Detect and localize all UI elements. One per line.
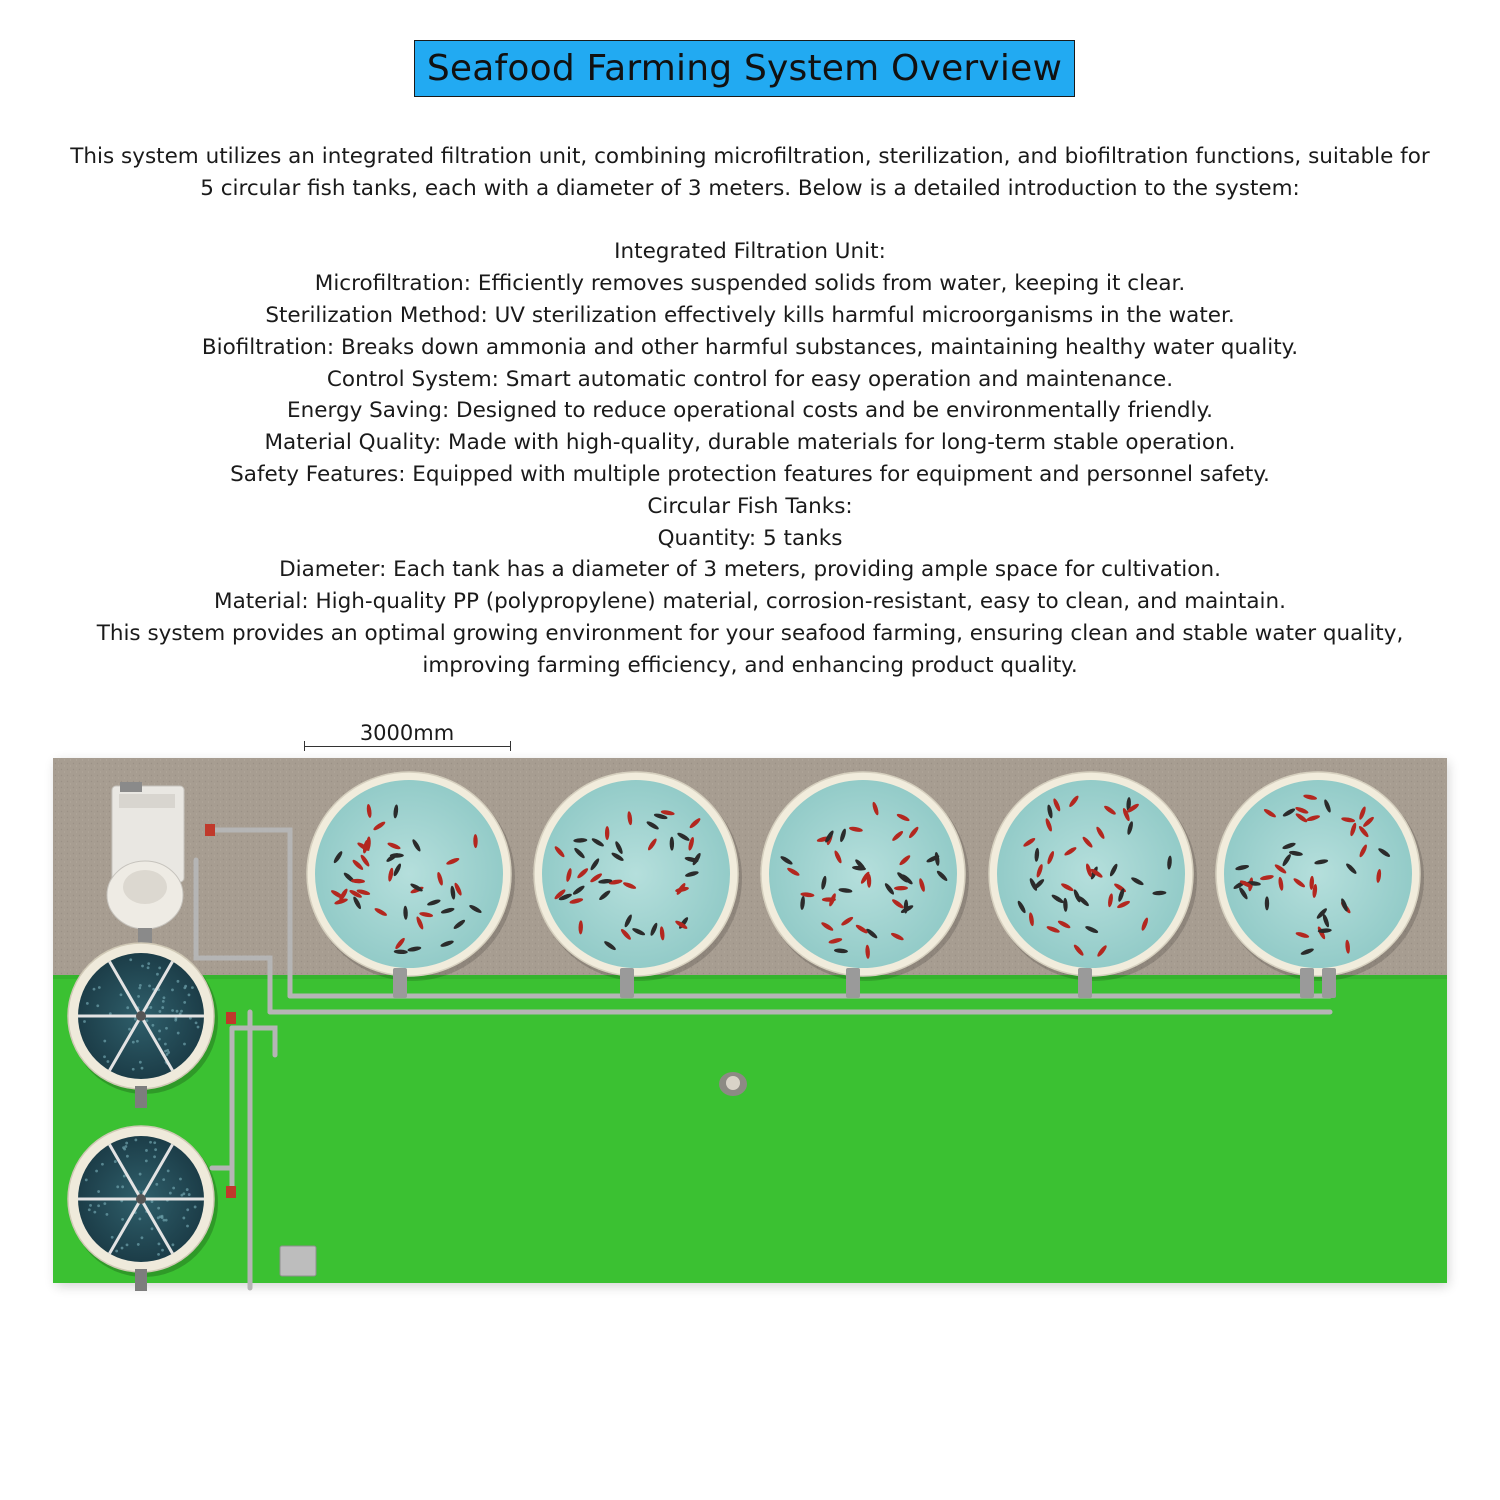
detail-line: Sterilization Method: UV sterilization effectively kills harmful microorganisms in the water. bbox=[265, 302, 1235, 328]
detail-line: Microfiltration: Efficiently removes suspended solids from water, keeping it clear. bbox=[314, 271, 1186, 297]
detail-line: Quantity: 5 tanks bbox=[657, 525, 843, 551]
detail-line: This system provides an optimal growing environment for your seafood farming, ensuring clean and stable water quality, bbox=[96, 620, 1404, 646]
detail-line: Safety Features: Equipped with multiple protection features for equipment and personnel safety. bbox=[230, 461, 1270, 487]
worker-figure bbox=[719, 1072, 747, 1096]
intro-line: 5 circular fish tanks, each with a diameter of 3 meters. Below is a detailed introduction to the system: bbox=[200, 175, 1300, 201]
fish-tanks bbox=[307, 772, 1424, 981]
detail-line: Control System: Smart automatic control for easy operation and maintenance. bbox=[326, 366, 1174, 392]
detail-line: Biofiltration: Breaks down ammonia and other harmful substances, maintaining healthy water quality. bbox=[201, 334, 1299, 360]
detail-heading-tanks: Circular Fish Tanks: bbox=[647, 493, 853, 519]
control-box bbox=[280, 1246, 316, 1276]
scale-bar bbox=[304, 746, 510, 747]
detail-heading-filtration: Integrated Filtration Unit: bbox=[614, 239, 886, 265]
detail-line: Diameter: Each tank has a diameter of 3 meters, providing ample space for cultivation. bbox=[279, 557, 1221, 583]
detail-line: Material: High-quality PP (polypropylene) material, corrosion-resistant, easy to clean, and maintain. bbox=[214, 589, 1286, 615]
detail-line: Energy Saving: Designed to reduce operational costs and be environmentally friendly. bbox=[287, 398, 1213, 424]
scale-bar-label: 3000mm bbox=[359, 721, 455, 745]
scale-bar-tick bbox=[304, 741, 305, 751]
detail-line: improving farming efficiency, and enhancing product quality. bbox=[422, 652, 1078, 678]
page-title: Seafood Farming System Overview bbox=[426, 48, 1063, 89]
intro-line: This system utilizes an integrated filtration unit, combining microfiltration, sterilization, and biofiltration functions, suitable for bbox=[70, 144, 1430, 169]
detail-line: Material Quality: Made with high-quality, durable materials for long-term stable operation. bbox=[264, 430, 1236, 456]
green-floor bbox=[53, 975, 1447, 1283]
scale-bar-tick bbox=[510, 741, 511, 751]
